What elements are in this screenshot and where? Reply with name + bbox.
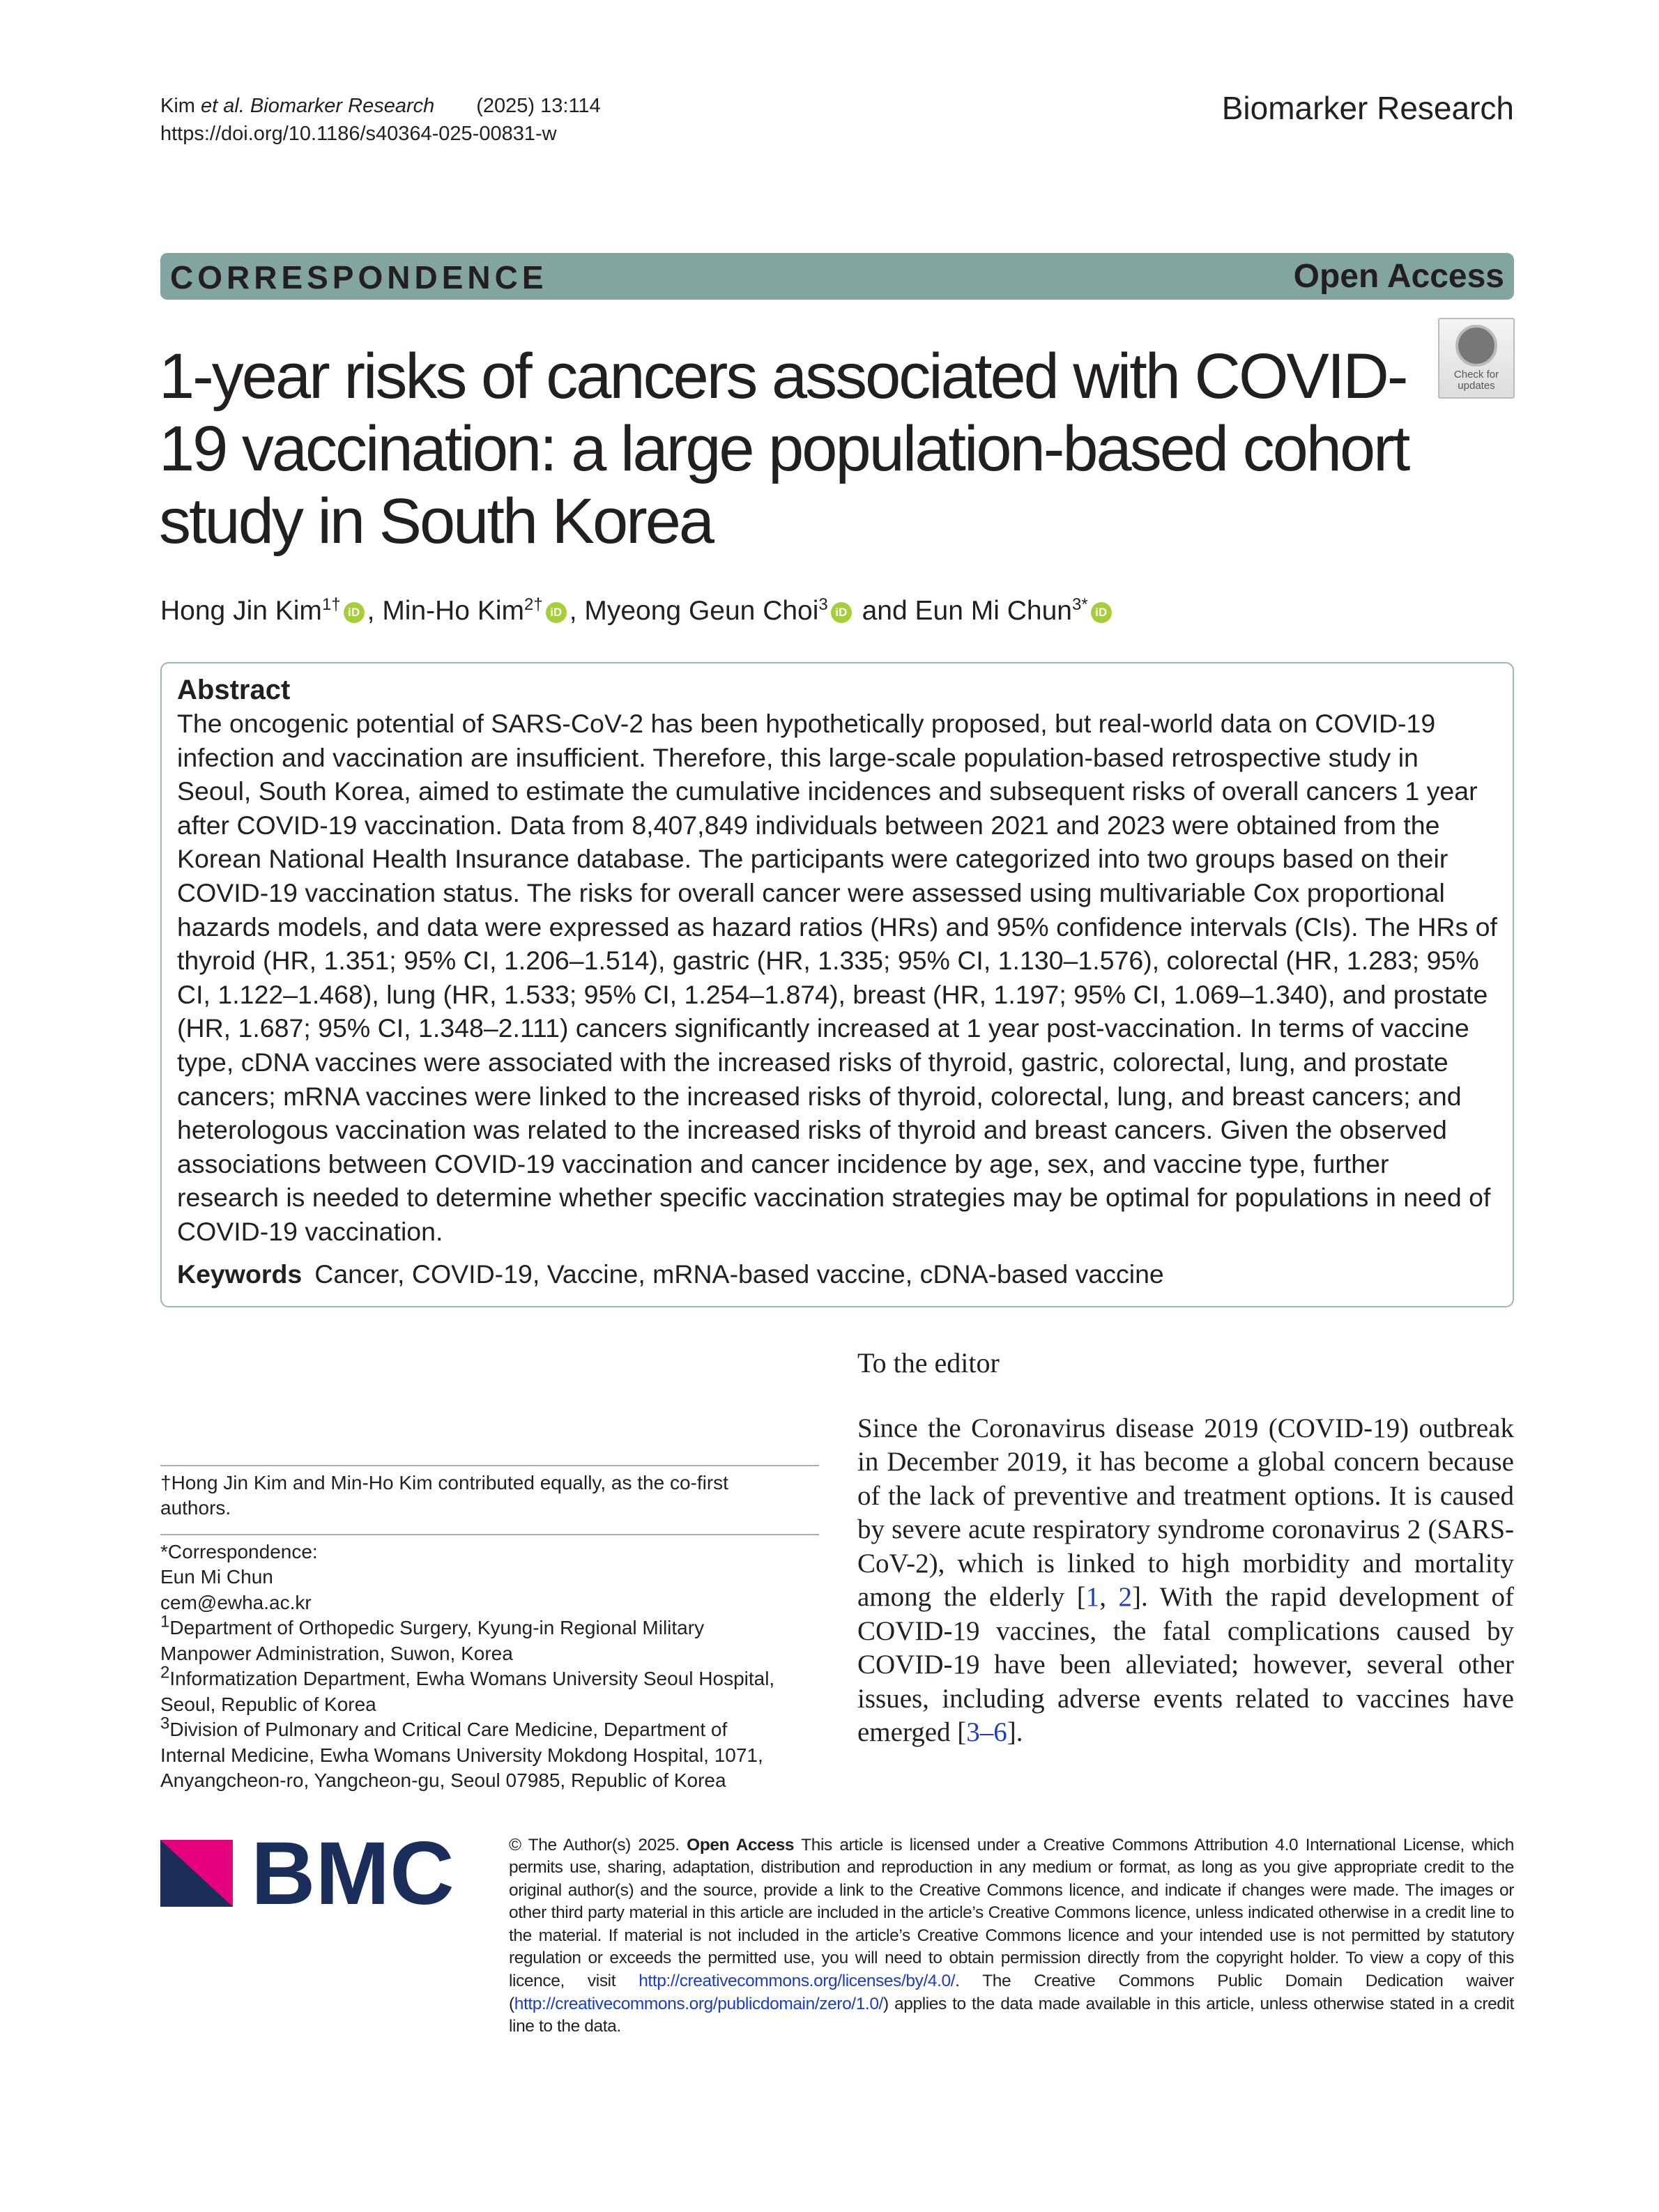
footnotes-column (160, 1346, 819, 1806)
bmc-logo (160, 1834, 509, 2038)
author: Hong Jin Kim$^{1\dagger}$ iD , (160, 595, 383, 626)
affiliation-3: $^3$Division of Pulmonary and Critical Care Medicine, Department of Internal Medicine, Ewha Womans University Mokdong Hospital, 1071, Anyangcheon-ro, Yangcheon-gu, Seoul 07985, Republic of Korea (160, 1714, 763, 1791)
author: Eun Mi Chun$^{3*}$ iD (915, 596, 1115, 626)
cc-by-link[interactable]: http://creativecommons.org/licenses/by/4.0/ (639, 1972, 956, 1991)
citation-volume: (2025) 13:114 (476, 95, 601, 117)
correspondence-name: Eun Mi Chun (160, 1566, 273, 1588)
keywords-label: Keywords (177, 1259, 303, 1289)
correspondence-label: *Correspondence: (160, 1540, 318, 1562)
author-list (160, 594, 1514, 629)
orcid-icon[interactable]: iD (344, 602, 365, 623)
citation-author: Kim (160, 95, 201, 117)
article-title: 1-year risks of cancers associated with COVID-19 vaccination: a large population-based cohort study in South Korea (159, 341, 1409, 557)
check-updates-line1: Check for (1453, 369, 1499, 381)
ref-link[interactable]: 3–6 (966, 1717, 1007, 1747)
doi-link[interactable]: https://doi.org/10.1186/s40364-025-00831-w (160, 123, 557, 145)
keywords (177, 1257, 1497, 1291)
abstract-text: The oncogenic potential of SARS-CoV-2 has been hypothetically proposed, but real-world data on COVID-19 infection and vaccination are insufficient. Therefore, this large-scale population-based retrospective study in Seoul, South Korea, aimed to estimate the cumulative incidences and subsequent risks of overall cancers 1 year after COVID-19 vaccination. Data from 8,407,849 individuals between 2021 and 2023 were obtained from the Korean National Health Insurance database. The participants were categorized into two groups based on their COVID-19 vaccination status. The risks for overall cancer were assessed using multivariable Cox proportional hazards models, and data were expressed as hazard ratios (HRs) and 95% confidence intervals (CIs). The HRs of thyroid (HR, 1.351; 95% CI, 1.206–1.514), gastric (HR, 1.335; 95% CI, 1.130–1.576), colorectal (HR, 1.283; 95% CI, 1.122–1.468), lung (HR, 1.533; 95% CI, 1.254–1.874), breast (HR, 1.197; 95% CI, 1.069–1.340), and prostate (HR, 1.687; 95% CI, 1.348–2.111) cancers significantly increased at 1 year post-vaccination. In terms of vaccine type, cDNA vaccines were associated with the increased risks of thyroid, gastric, colorectal, lung, and prostate cancers; mRNA vaccines were linked to the increased risks of thyroid, colorectal, lung, and breast cancers; and heterologous vaccination was related to the increased risks of thyroid and breast cancers. Given the observed associations between COVID-19 vaccination and cancer incidence by age, sex, and vaccine type, further research is needed to determine whether specific vaccination strategies may be optimal for populations in need of COVID-19 vaccination. (177, 709, 1497, 1246)
body-column (857, 1346, 1514, 1806)
author: Min-Ho Kim$^{2\dagger}$ iD , (382, 595, 585, 626)
orcid-icon[interactable]: iD (831, 602, 852, 623)
license-footer (160, 1834, 1514, 2080)
open-access-label: Open Access (1293, 258, 1504, 295)
orcid-icon[interactable]: iD (546, 602, 567, 623)
citation-journal: et al. Biomarker Research (201, 95, 435, 117)
article-type-banner (160, 253, 1514, 300)
svg-text:BMC: BMC (251, 1834, 454, 1911)
equal-contribution-note: †Hong Jin Kim and Min-Ho Kim contributed equally, as the co-first authors. (160, 1471, 728, 1519)
article-flow (160, 340, 1514, 2080)
footnote-divider (160, 1465, 819, 1466)
keywords-list: Cancer, COVID-19, Vaccine, mRNA-based vaccine, cDNA-based vaccine (314, 1259, 1164, 1289)
ref-link[interactable]: 2 (1118, 1582, 1133, 1612)
check-updates-line2: updates (1458, 380, 1495, 392)
section-heading: To the editor (857, 1346, 1000, 1378)
running-header (160, 92, 601, 148)
two-column-section (160, 1346, 1514, 1806)
author: Myeong Geun Choi$^3$ iD and (584, 595, 915, 626)
abstract-heading: Abstract (177, 675, 291, 705)
correspondence-block (160, 1539, 788, 1794)
affiliation-1: $^1$Department of Orthopedic Surgery, Kyung-in Regional Military Manpower Administration, Suwon, Korea (160, 1612, 705, 1664)
body-paragraph: Since the Coronavirus disease 2019 (COVID-19) outbreak in December 2019, it has become a global concern because of the lack of preventive and treatment options. It is caused by severe acute respiratory syndrome coronavirus 2 (SARS-CoV-2), which is linked to high morbidity and mortality among the elderly [1, 2]. With the rapid development of COVID-19 vaccines, the fatal complications caused by COVID-19 have been alleviated; however, several other issues, including adverse events related to vaccines have emerged [3–6]. (857, 1413, 1514, 1747)
correspondence-email[interactable]: cem@ewha.ac.kr (160, 1591, 312, 1613)
article-type: CORRESPONDENCE (170, 259, 548, 295)
license-text: © The Author(s) 2025. Open Access This article is licensed under a Creative Commons Attribution 4.0 International License, which permits use, sharing, adaptation, distribution and reproduction in any medium or format, as long as you give appropriate credit to the original author(s) and the source, provide a link to the Creative Commons licence, and indicate if changes were made. The images or other third party material in this article are included in the article’s Creative Commons licence, unless indicated otherwise in a credit line to the material. If material is not included in the article’s Creative Commons licence and your intended use is not permitted by statutory regulation or exceeds the permitted use, you will need to obtain permission directly from the copyright holder. To view a copy of this licence, visit http://creativecommons.org/licenses/by/4.0/. The Creative Commons Public Domain Dedication waiver (http://creativecommons.org/publicdomain/zero/1.0/) applies to the data made available in this article, unless otherwise stated in a credit line to the data. (509, 1835, 1514, 2036)
abstract-box (160, 662, 1514, 1307)
footnote-divider (160, 1534, 819, 1535)
ref-link[interactable]: 1 (1085, 1582, 1100, 1612)
cc-zero-link[interactable]: http://creativecommons.org/publicdomain/zero/1.0/ (514, 1994, 883, 2013)
journal-name: Biomarker Research (1221, 90, 1514, 126)
orcid-icon[interactable]: iD (1091, 602, 1112, 623)
affiliation-2: $^2$Informatization Department, Ewha Womans University Seoul Hospital, Seoul, Republic of Korea (160, 1663, 775, 1715)
